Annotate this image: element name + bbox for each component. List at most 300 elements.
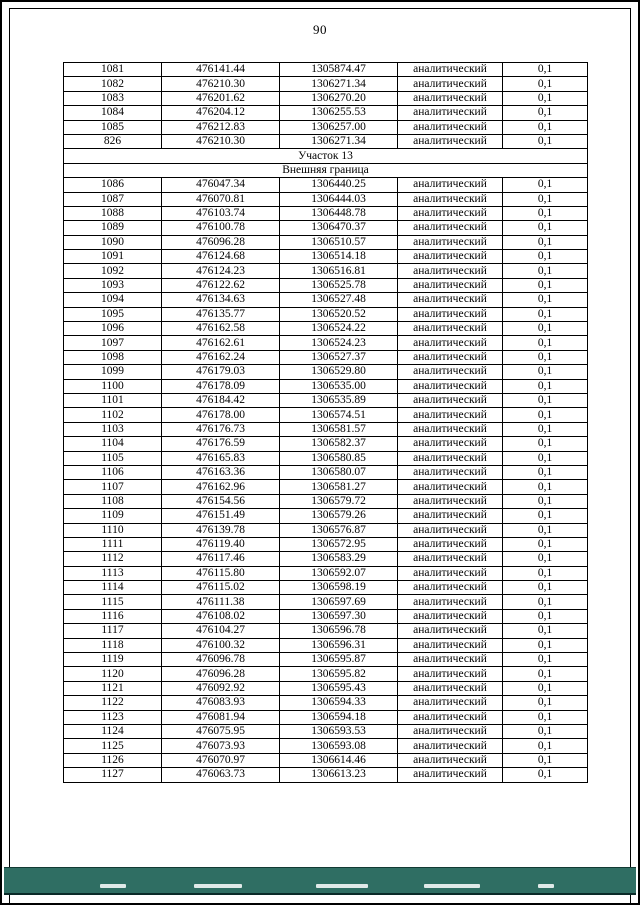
- cell-point-number: 1118: [64, 638, 162, 652]
- cell-precision: 0,1: [503, 566, 588, 580]
- cell-method: аналитический: [398, 451, 503, 465]
- cell-y-coordinate: 1306444.03: [280, 192, 398, 206]
- cell-x-coordinate: 476210.30: [162, 134, 280, 148]
- cell-precision: 0,1: [503, 91, 588, 105]
- cell-method: аналитический: [398, 753, 503, 767]
- cell-precision: 0,1: [503, 437, 588, 451]
- cell-y-coordinate: 1306580.07: [280, 465, 398, 479]
- cell-precision: 0,1: [503, 106, 588, 120]
- cell-x-coordinate: 476115.80: [162, 566, 280, 580]
- cell-method: аналитический: [398, 437, 503, 451]
- cell-point-number: 1117: [64, 624, 162, 638]
- cell-y-coordinate: 1306572.95: [280, 537, 398, 551]
- table-row: [64, 768, 588, 782]
- cell-method: аналитический: [398, 494, 503, 508]
- table-row: [64, 336, 588, 350]
- cell-method: аналитический: [398, 365, 503, 379]
- cell-y-coordinate: 1306520.52: [280, 307, 398, 321]
- cell-method: аналитический: [398, 235, 503, 249]
- cell-x-coordinate: 476135.77: [162, 307, 280, 321]
- cell-y-coordinate: 1306613.23: [280, 768, 398, 782]
- cell-x-coordinate: 476134.63: [162, 293, 280, 307]
- table-row: [64, 422, 588, 436]
- cell-precision: 0,1: [503, 365, 588, 379]
- cell-method: аналитический: [398, 322, 503, 336]
- cell-precision: 0,1: [503, 753, 588, 767]
- cell-y-coordinate: 1306595.82: [280, 667, 398, 681]
- cell-x-coordinate: 476204.12: [162, 106, 280, 120]
- cell-x-coordinate: 476063.73: [162, 768, 280, 782]
- cell-y-coordinate: 1306257.00: [280, 120, 398, 134]
- cell-method: аналитический: [398, 768, 503, 782]
- cell-point-number: 1100: [64, 379, 162, 393]
- cell-point-number: 1085: [64, 120, 162, 134]
- table-row: [64, 264, 588, 278]
- table-row: [64, 739, 588, 753]
- cell-y-coordinate: 1306527.48: [280, 293, 398, 307]
- cell-point-number: 1124: [64, 724, 162, 738]
- cell-x-coordinate: 476162.61: [162, 336, 280, 350]
- cell-x-coordinate: 476154.56: [162, 494, 280, 508]
- table-row: [64, 192, 588, 206]
- cell-precision: 0,1: [503, 523, 588, 537]
- cell-method: аналитический: [398, 379, 503, 393]
- cell-precision: 0,1: [503, 451, 588, 465]
- bottom-band: [4, 867, 636, 895]
- cell-y-coordinate: 1306255.53: [280, 106, 398, 120]
- cell-y-coordinate: 1306592.07: [280, 566, 398, 580]
- cell-precision: 0,1: [503, 422, 588, 436]
- cell-precision: 0,1: [503, 509, 588, 523]
- cell-precision: 0,1: [503, 77, 588, 91]
- cell-x-coordinate: 476184.42: [162, 393, 280, 407]
- cell-x-coordinate: 476162.58: [162, 322, 280, 336]
- table-row: [64, 221, 588, 235]
- cell-point-number: 1097: [64, 336, 162, 350]
- cell-point-number: 1099: [64, 365, 162, 379]
- cell-method: аналитический: [398, 278, 503, 292]
- cell-method: аналитический: [398, 250, 503, 264]
- cell-point-number: 1090: [64, 235, 162, 249]
- cell-x-coordinate: 476100.32: [162, 638, 280, 652]
- cell-method: аналитический: [398, 667, 503, 681]
- table-row: [64, 494, 588, 508]
- cell-method: аналитический: [398, 595, 503, 609]
- cell-precision: 0,1: [503, 178, 588, 192]
- cell-point-number: 1093: [64, 278, 162, 292]
- cell-precision: 0,1: [503, 609, 588, 623]
- cell-precision: 0,1: [503, 696, 588, 710]
- cell-y-coordinate: 1306595.87: [280, 653, 398, 667]
- table-row: [64, 63, 588, 77]
- table-row: [64, 91, 588, 105]
- table-row: [64, 609, 588, 623]
- cell-method: аналитический: [398, 681, 503, 695]
- cell-method: аналитический: [398, 120, 503, 134]
- cell-point-number: 1115: [64, 595, 162, 609]
- cell-y-coordinate: 1306524.22: [280, 322, 398, 336]
- cell-precision: 0,1: [503, 552, 588, 566]
- cell-point-number: 1092: [64, 264, 162, 278]
- table-row: [64, 250, 588, 264]
- cell-point-number: 1106: [64, 465, 162, 479]
- cell-y-coordinate: 1306524.23: [280, 336, 398, 350]
- cell-precision: 0,1: [503, 120, 588, 134]
- cell-x-coordinate: 476092.92: [162, 681, 280, 695]
- table-row: [64, 509, 588, 523]
- cell-precision: 0,1: [503, 235, 588, 249]
- table-row: [64, 624, 588, 638]
- cell-method: аналитический: [398, 624, 503, 638]
- cell-x-coordinate: 476179.03: [162, 365, 280, 379]
- cell-y-coordinate: 1306510.57: [280, 235, 398, 249]
- cell-precision: 0,1: [503, 278, 588, 292]
- cell-precision: 0,1: [503, 638, 588, 652]
- cell-x-coordinate: 476104.27: [162, 624, 280, 638]
- cell-method: аналитический: [398, 422, 503, 436]
- section-title: Участок 13: [64, 149, 588, 163]
- cell-x-coordinate: 476162.24: [162, 350, 280, 364]
- page-number: 90: [313, 22, 327, 37]
- cell-precision: 0,1: [503, 336, 588, 350]
- cell-point-number: 1126: [64, 753, 162, 767]
- cell-method: аналитический: [398, 523, 503, 537]
- cell-precision: 0,1: [503, 134, 588, 148]
- cell-y-coordinate: 1306470.37: [280, 221, 398, 235]
- cell-method: аналитический: [398, 465, 503, 479]
- cell-x-coordinate: 476075.95: [162, 724, 280, 738]
- cell-point-number: 1109: [64, 509, 162, 523]
- cell-y-coordinate: 1306535.89: [280, 393, 398, 407]
- cell-x-coordinate: 476178.09: [162, 379, 280, 393]
- clipped-row-artifact: [316, 884, 368, 888]
- table-row: [64, 134, 588, 148]
- cell-x-coordinate: 476073.93: [162, 739, 280, 753]
- cell-x-coordinate: 476151.49: [162, 509, 280, 523]
- table-row: [64, 696, 588, 710]
- cell-y-coordinate: 1306594.33: [280, 696, 398, 710]
- table-row: [64, 523, 588, 537]
- cell-point-number: 1105: [64, 451, 162, 465]
- cell-precision: 0,1: [503, 465, 588, 479]
- cell-y-coordinate: 1306597.69: [280, 595, 398, 609]
- table-row: [64, 77, 588, 91]
- cell-precision: 0,1: [503, 724, 588, 738]
- cell-precision: 0,1: [503, 63, 588, 77]
- cell-precision: 0,1: [503, 264, 588, 278]
- cell-x-coordinate: 476081.94: [162, 710, 280, 724]
- cell-point-number: 1107: [64, 480, 162, 494]
- table-row: [64, 480, 588, 494]
- cell-y-coordinate: 1306614.46: [280, 753, 398, 767]
- cell-precision: 0,1: [503, 192, 588, 206]
- cell-x-coordinate: 476124.23: [162, 264, 280, 278]
- cell-x-coordinate: 476139.78: [162, 523, 280, 537]
- table-row: [64, 206, 588, 220]
- cell-point-number: 1116: [64, 609, 162, 623]
- cell-method: аналитический: [398, 134, 503, 148]
- cell-point-number: 1113: [64, 566, 162, 580]
- cell-method: аналитический: [398, 581, 503, 595]
- cell-y-coordinate: 1306598.19: [280, 581, 398, 595]
- table-row: [64, 581, 588, 595]
- cell-precision: 0,1: [503, 624, 588, 638]
- cell-y-coordinate: 1306582.37: [280, 437, 398, 451]
- cell-point-number: 1119: [64, 653, 162, 667]
- table-row: [64, 595, 588, 609]
- cell-point-number: 1095: [64, 307, 162, 321]
- cell-precision: 0,1: [503, 393, 588, 407]
- cell-x-coordinate: 476119.40: [162, 537, 280, 551]
- cell-point-number: 1091: [64, 250, 162, 264]
- cell-x-coordinate: 476178.00: [162, 408, 280, 422]
- cell-y-coordinate: 1306595.43: [280, 681, 398, 695]
- table-row: [64, 379, 588, 393]
- cell-y-coordinate: 1306529.80: [280, 365, 398, 379]
- cell-method: аналитический: [398, 509, 503, 523]
- cell-precision: 0,1: [503, 221, 588, 235]
- cell-y-coordinate: 1306270.20: [280, 91, 398, 105]
- cell-method: аналитический: [398, 739, 503, 753]
- table-row: [64, 451, 588, 465]
- cell-x-coordinate: 476117.46: [162, 552, 280, 566]
- cell-method: аналитический: [398, 480, 503, 494]
- cell-y-coordinate: 1306448.78: [280, 206, 398, 220]
- cell-point-number: 826: [64, 134, 162, 148]
- cell-point-number: 1114: [64, 581, 162, 595]
- cell-point-number: 1084: [64, 106, 162, 120]
- cell-y-coordinate: 1306596.78: [280, 624, 398, 638]
- cell-point-number: 1111: [64, 537, 162, 551]
- cell-x-coordinate: 476163.36: [162, 465, 280, 479]
- cell-precision: 0,1: [503, 537, 588, 551]
- cell-method: аналитический: [398, 393, 503, 407]
- cell-x-coordinate: 476210.30: [162, 77, 280, 91]
- cell-y-coordinate: 1306574.51: [280, 408, 398, 422]
- cell-x-coordinate: 476176.73: [162, 422, 280, 436]
- cell-y-coordinate: 1306594.18: [280, 710, 398, 724]
- section-title: Внешняя граница: [64, 163, 588, 177]
- cell-point-number: 1120: [64, 667, 162, 681]
- table-row: [64, 350, 588, 364]
- table-row: [64, 566, 588, 580]
- cell-y-coordinate: 1306596.31: [280, 638, 398, 652]
- table-row: [64, 710, 588, 724]
- cell-y-coordinate: 1306535.00: [280, 379, 398, 393]
- table-row: [64, 365, 588, 379]
- cell-y-coordinate: 1306593.08: [280, 739, 398, 753]
- cell-precision: 0,1: [503, 250, 588, 264]
- cell-x-coordinate: 476070.97: [162, 753, 280, 767]
- cell-y-coordinate: 1306579.72: [280, 494, 398, 508]
- cell-point-number: 1094: [64, 293, 162, 307]
- cell-x-coordinate: 476096.28: [162, 235, 280, 249]
- cell-x-coordinate: 476141.44: [162, 63, 280, 77]
- cell-point-number: 1125: [64, 739, 162, 753]
- cell-x-coordinate: 476201.62: [162, 91, 280, 105]
- table-row: [64, 552, 588, 566]
- cell-point-number: 1110: [64, 523, 162, 537]
- cell-y-coordinate: 1306597.30: [280, 609, 398, 623]
- clipped-row-artifact: [100, 884, 126, 888]
- cell-y-coordinate: 1306583.29: [280, 552, 398, 566]
- cell-y-coordinate: 1306593.53: [280, 724, 398, 738]
- cell-point-number: 1112: [64, 552, 162, 566]
- cell-y-coordinate: 1306440.25: [280, 178, 398, 192]
- cell-precision: 0,1: [503, 480, 588, 494]
- cell-x-coordinate: 476096.78: [162, 653, 280, 667]
- cell-x-coordinate: 476176.59: [162, 437, 280, 451]
- cell-precision: 0,1: [503, 379, 588, 393]
- table-row: [64, 307, 588, 321]
- table-row: [64, 120, 588, 134]
- cell-x-coordinate: 476111.38: [162, 595, 280, 609]
- cell-y-coordinate: 1306516.81: [280, 264, 398, 278]
- cell-method: аналитический: [398, 63, 503, 77]
- cell-point-number: 1101: [64, 393, 162, 407]
- cell-method: аналитический: [398, 638, 503, 652]
- cell-precision: 0,1: [503, 768, 588, 782]
- cell-precision: 0,1: [503, 653, 588, 667]
- cell-point-number: 1103: [64, 422, 162, 436]
- cell-y-coordinate: 1306576.87: [280, 523, 398, 537]
- cell-method: аналитический: [398, 336, 503, 350]
- coordinates-table-body: [64, 63, 588, 783]
- table-row: [64, 278, 588, 292]
- cell-y-coordinate: 1306514.18: [280, 250, 398, 264]
- cell-x-coordinate: 476047.34: [162, 178, 280, 192]
- table-row: [64, 537, 588, 551]
- table-row: [64, 724, 588, 738]
- cell-point-number: 1083: [64, 91, 162, 105]
- table-row: [64, 393, 588, 407]
- cell-x-coordinate: 476096.28: [162, 667, 280, 681]
- cell-y-coordinate: 1306271.34: [280, 77, 398, 91]
- cell-method: аналитический: [398, 653, 503, 667]
- cell-x-coordinate: 476083.93: [162, 696, 280, 710]
- cell-x-coordinate: 476162.96: [162, 480, 280, 494]
- coordinates-table: [63, 62, 588, 783]
- cell-x-coordinate: 476124.68: [162, 250, 280, 264]
- cell-x-coordinate: 476100.78: [162, 221, 280, 235]
- cell-y-coordinate: 1306271.34: [280, 134, 398, 148]
- cell-method: аналитический: [398, 710, 503, 724]
- cell-x-coordinate: 476070.81: [162, 192, 280, 206]
- cell-y-coordinate: 1306525.78: [280, 278, 398, 292]
- table-row: [64, 322, 588, 336]
- section-row: [64, 149, 588, 163]
- cell-precision: 0,1: [503, 350, 588, 364]
- cell-point-number: 1121: [64, 681, 162, 695]
- table-row: [64, 653, 588, 667]
- table-row: [64, 437, 588, 451]
- cell-precision: 0,1: [503, 322, 588, 336]
- cell-point-number: 1082: [64, 77, 162, 91]
- cell-point-number: 1088: [64, 206, 162, 220]
- cell-point-number: 1096: [64, 322, 162, 336]
- cell-point-number: 1122: [64, 696, 162, 710]
- cell-method: аналитический: [398, 566, 503, 580]
- cell-method: аналитический: [398, 293, 503, 307]
- clipped-row-artifact: [424, 884, 480, 888]
- cell-point-number: 1123: [64, 710, 162, 724]
- cell-precision: 0,1: [503, 408, 588, 422]
- cell-point-number: 1087: [64, 192, 162, 206]
- cell-y-coordinate: 1305874.47: [280, 63, 398, 77]
- cell-method: аналитический: [398, 552, 503, 566]
- cell-method: аналитический: [398, 307, 503, 321]
- cell-precision: 0,1: [503, 206, 588, 220]
- cell-precision: 0,1: [503, 581, 588, 595]
- table-row: [64, 465, 588, 479]
- cell-method: аналитический: [398, 77, 503, 91]
- cell-x-coordinate: 476115.02: [162, 581, 280, 595]
- cell-precision: 0,1: [503, 739, 588, 753]
- cell-point-number: 1104: [64, 437, 162, 451]
- cell-point-number: 1081: [64, 63, 162, 77]
- table-row: [64, 178, 588, 192]
- cell-y-coordinate: 1306579.26: [280, 509, 398, 523]
- cell-method: аналитический: [398, 206, 503, 220]
- cell-x-coordinate: 476122.62: [162, 278, 280, 292]
- table-row: [64, 753, 588, 767]
- cell-method: аналитический: [398, 724, 503, 738]
- cell-method: аналитический: [398, 91, 503, 105]
- cell-point-number: 1098: [64, 350, 162, 364]
- cell-point-number: 1108: [64, 494, 162, 508]
- cell-method: аналитический: [398, 221, 503, 235]
- cell-y-coordinate: 1306581.27: [280, 480, 398, 494]
- clipped-row-artifact: [538, 884, 554, 888]
- cell-x-coordinate: 476165.83: [162, 451, 280, 465]
- cell-method: аналитический: [398, 537, 503, 551]
- table-row: [64, 667, 588, 681]
- section-row: [64, 163, 588, 177]
- cell-method: аналитический: [398, 106, 503, 120]
- table-row: [64, 235, 588, 249]
- cell-point-number: 1086: [64, 178, 162, 192]
- cell-y-coordinate: 1306527.37: [280, 350, 398, 364]
- clipped-row-artifact: [194, 884, 242, 888]
- cell-method: аналитический: [398, 696, 503, 710]
- cell-precision: 0,1: [503, 667, 588, 681]
- cell-y-coordinate: 1306581.57: [280, 422, 398, 436]
- cell-method: аналитический: [398, 192, 503, 206]
- cell-precision: 0,1: [503, 494, 588, 508]
- cell-y-coordinate: 1306580.85: [280, 451, 398, 465]
- cell-point-number: 1102: [64, 408, 162, 422]
- table-row: [64, 106, 588, 120]
- table-row: [64, 638, 588, 652]
- cell-x-coordinate: 476212.83: [162, 120, 280, 134]
- table-row: [64, 293, 588, 307]
- cell-precision: 0,1: [503, 595, 588, 609]
- cell-x-coordinate: 476103.74: [162, 206, 280, 220]
- table-row: [64, 408, 588, 422]
- cell-method: аналитический: [398, 609, 503, 623]
- cell-precision: 0,1: [503, 307, 588, 321]
- cell-precision: 0,1: [503, 293, 588, 307]
- cell-method: аналитический: [398, 350, 503, 364]
- cell-method: аналитический: [398, 264, 503, 278]
- cell-precision: 0,1: [503, 681, 588, 695]
- cell-precision: 0,1: [503, 710, 588, 724]
- cell-x-coordinate: 476108.02: [162, 609, 280, 623]
- table-row: [64, 681, 588, 695]
- cell-point-number: 1089: [64, 221, 162, 235]
- cell-method: аналитический: [398, 408, 503, 422]
- cell-method: аналитический: [398, 178, 503, 192]
